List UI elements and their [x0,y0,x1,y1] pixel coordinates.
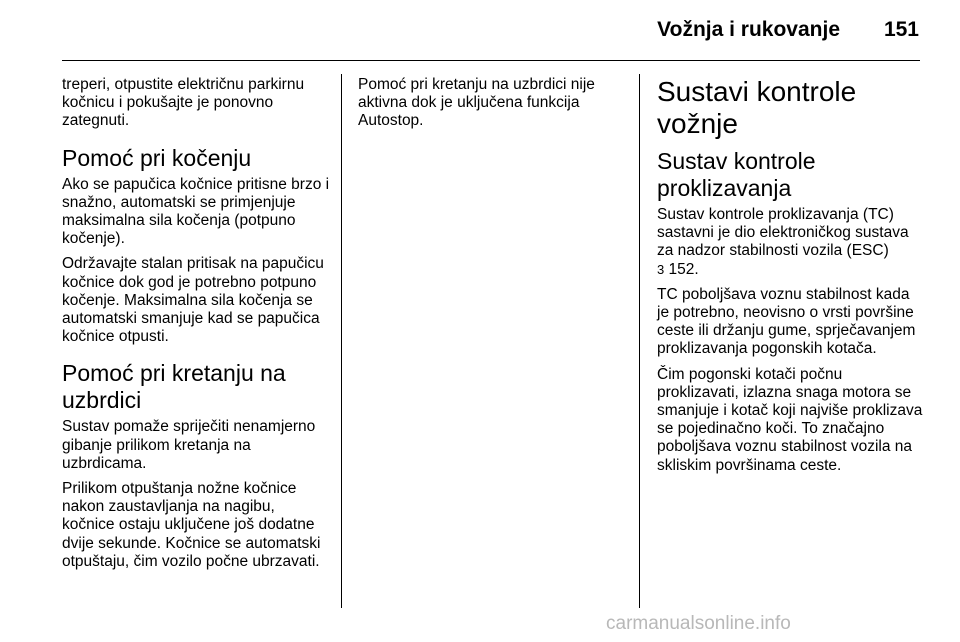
column-3 [657,76,923,482]
paragraph: Pomoć pri kretanju na uzbrdici nije aktivna dok je uključena funkcija Autostop. [358,76,595,130]
column-2 [358,76,620,138]
watermark: carmanualsonline.info [606,613,791,634]
paragraph [657,206,923,279]
page-number: 151 [883,18,919,41]
heading-hill-start-assist: Pomoć pri kretanju na uzbrdici [62,360,286,414]
column-1 [62,76,330,578]
cross-reference-arrow-icon: 3 [657,261,665,277]
page-header [0,0,960,60]
paragraph: Održavajte stalan pritisak na papučicu kočnice dok god je potrebno potpuno kočenje. Maksimalna sila kočenja se automatski smanjuje kad se papučica kočnice otpusti. [62,255,324,346]
header-rule [62,60,920,61]
paragraph: Čim pogonski kotači počnu proklizavati, izlazna snaga motora se smanjuje i kotač koji najviše proklizava se pojedinačno koči. To značajno poboljšava voznu stabilnost vozila na skliskim površinama ceste. [657,365,923,474]
paragraph-text: Sustav kontrole proklizavanja (TC) sastavni je dio elektroničkog sustava za nadzor stabilnosti vozila (ESC) [657,206,909,260]
heading-driving-control-systems: Sustavi kontrole vožnje [657,76,857,139]
paragraph: treperi, otpustite električnu parkirnu kočnicu i pokušajte je ponovno zategnuti. [62,76,305,130]
paragraph: Sustav pomaže spriječiti nenamjerno gibanje prilikom kretanja na uzbrdicama. [62,418,316,472]
header-title: Vožnja i rukovanje [657,18,840,41]
paragraph: TC poboljšava voznu stabilnost kada je potrebno, neovisno o vrsti površine ceste ili držanju gume, sprječavanjem proklizavanja pogonskih kotača. [657,285,916,358]
paragraph: Ako se papučica kočnice pritisne brzo i snažno, automatski se primjenjuje maksimalna sila kočenja (potpuno kočenje). [62,175,330,248]
paragraph: Prilikom otpuštanja nožne kočnice nakon zaustavljanja na nagibu, kočnice ostaju uključene još dodatne dvije sekunde. Kočnice se automatski otpuštaju, čim vozilo počne ubrzavati. [62,480,321,570]
cross-reference-page[interactable]: 152. [668,260,699,278]
column-divider-2 [639,74,640,608]
heading-traction-control: Sustav kontrole proklizavanja [657,148,816,201]
heading-braking-assist: Pomoć pri kočenju [62,144,252,171]
column-divider-1 [341,74,342,608]
